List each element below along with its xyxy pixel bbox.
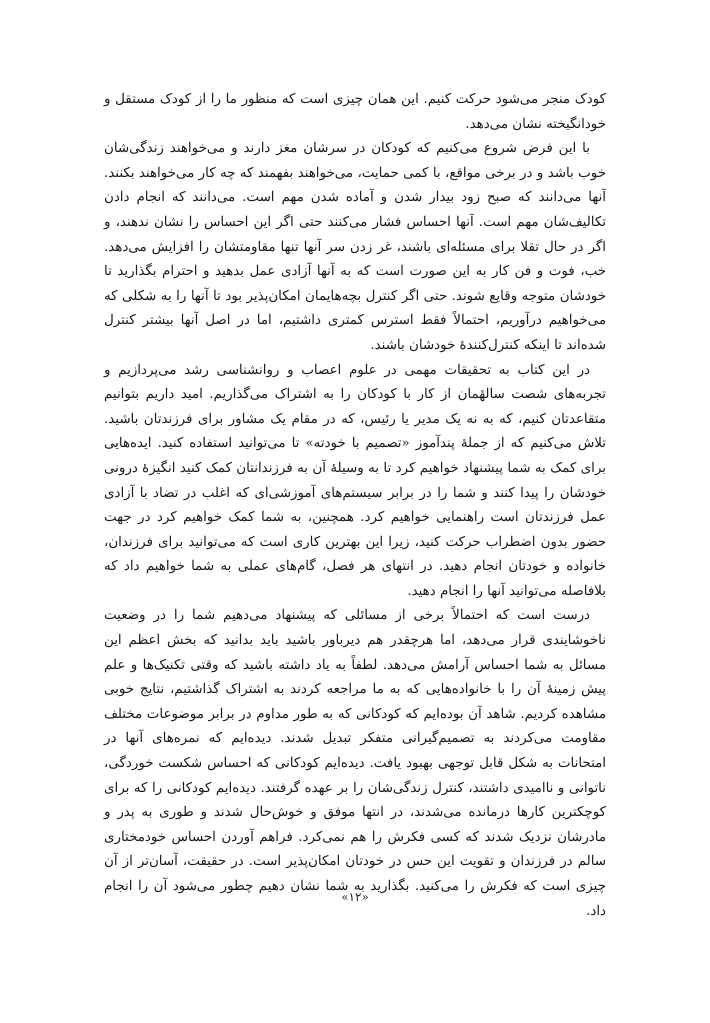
paragraph-1: کودک منجر می‌شود حرکت کنیم. این همان چیزی است که منظور ما را از کودک مستقل و خودانگیخته نشان می‌دهد. [104,92,606,132]
paragraph-4: درست است که احتمالاً برخی از مسائلی که پیشنهاد می‌دهیم شما را در وضعیت ناخوشایندی قرار می‌دهد، اما هرچقدر هم دیرباور باشید باید بدانید که بخش اعظم این مسائل به شما احساس آرامش می‌دهد. لطفاً به یاد داشته باشید که وقتی تکنیک‌ها و علم پیش زمینهٔ آن را با خانواده‌هایی که به ما مراجعه کردند به اشتراک گذاشتیم، نتایج خوبی مشاهده کردیم. شاهد آن بوده‌ایم که کودکانی که به طور مداوم در برابر موضوعات مختلف مقاومت می‌کردند به تصمیم‌گیرانی متفکر تبدیل شدند. دیده‌ایم که نمره‌های آنها در امتحانات به شکل قابل توجهی بهبود یافت. دیده‌ایم کودکانی که احساس شکست خوردگی، ناتوانی و ناامیدی داشتند، کنترل زندگی‌شان را بر عهده گرفتند. دیده‌ایم کودکانی را که برای کوچکترین کارها درمانده می‌شدند، در انتها موفق و خوش‌حال شدند و طوری به پدر و مادرشان نزدیک شدند که کسی فکرش را هم نمی‌کرد. فراهم آوردن احساس خودمختاری سالم در فرزندان و تقویت این حس در خودتان امکان‌پذیر است. در حقیقت، آسان‌تر از آن چیزی است که فکرش را می‌کنید. بگذارید به شما نشان دهیم چطور می‌شود آن را انجام داد. [104,608,606,919]
paragraph-2: با این فرض شروع می‌کنیم که کودکان در سرشان مغز دارند و می‌خواهند زندگی‌شان خوب باشد و در برخی مواقع، با کمی حمایت، می‌خواهند بفهمند که چه کار می‌خواهند بکنند. آنها می‌دانند که صبح زود بیدار شدن و آماده شدن مهم است. می‌دانند که انجام دادن تکالیف‌شان مهم است. آنها احساس فشار می‌کنند حتی اگر این احساس را نشان ندهند، و اگر در حال تقلا برای مسئله‌ای باشند، غر زدن سر آنها تنها مقاومتشان را افزایش می‌دهد. خب، فوت و فن کار به این صورت است که به آنها آزادی عمل بدهید و احترام بگذارید تا خودشان متوجه وقایع شوند. حتی اگر کنترل بچه‌هایمان امکان‌پذیر بود تا آنها را به شکلی که می‌خواهیم درآوریم، احتمالاً فقط استرس کمتری داشتیم، اما در اصل آنها بیشتر کنترل شده‌اند تا اینکه کنترل‌کنندهٔ خودشان باشند. [104,141,606,353]
paragraph-3: در این کتاب به تحقیقات مهمی در علوم اعصاب و روانشناسی رشد می‌پردازیم و تجربه‌های شصت سالهٔمان از کار با کودکان را به اشتراک می‌گذاریم. امید داریم بتوانیم متقاعدتان کنیم، که به نه یک مدیر یا رئیس، که در مقام یک مشاور برای فرزندتان باشید. تلاش می‌کنیم که از جملهٔ پندآموز «تصمیم با خودته» تا می‌توانید استفاده کنید. ایده‌هایی برای کمک به شما پیشنهاد خواهیم کرد تا به وسیلهٔ آن به فرزندانتان کمک کنید انگیزهٔ درونی خودشان را پیدا کنند و شما را در برابر سیستم‌های آموزشی‌ای که اغلب در تضاد با آزادی عمل فرزندتان است راهنمایی خواهیم کرد. همچنین، به شما کمک خواهیم کرد در جهت حضور بدون اضطراب حرکت کنید، زیرا این بهترین کاری است که می‌توانید برای فرزندان، خانواده و خودتان انجام دهید. در انتهای هر فصل، گام‌های عملی به شما خواهیم داد که بلافاصله می‌توانید آنها را انجام دهید. [104,362,606,599]
document-page [104,88,606,924]
page-number: «۱۲» [341,890,369,904]
